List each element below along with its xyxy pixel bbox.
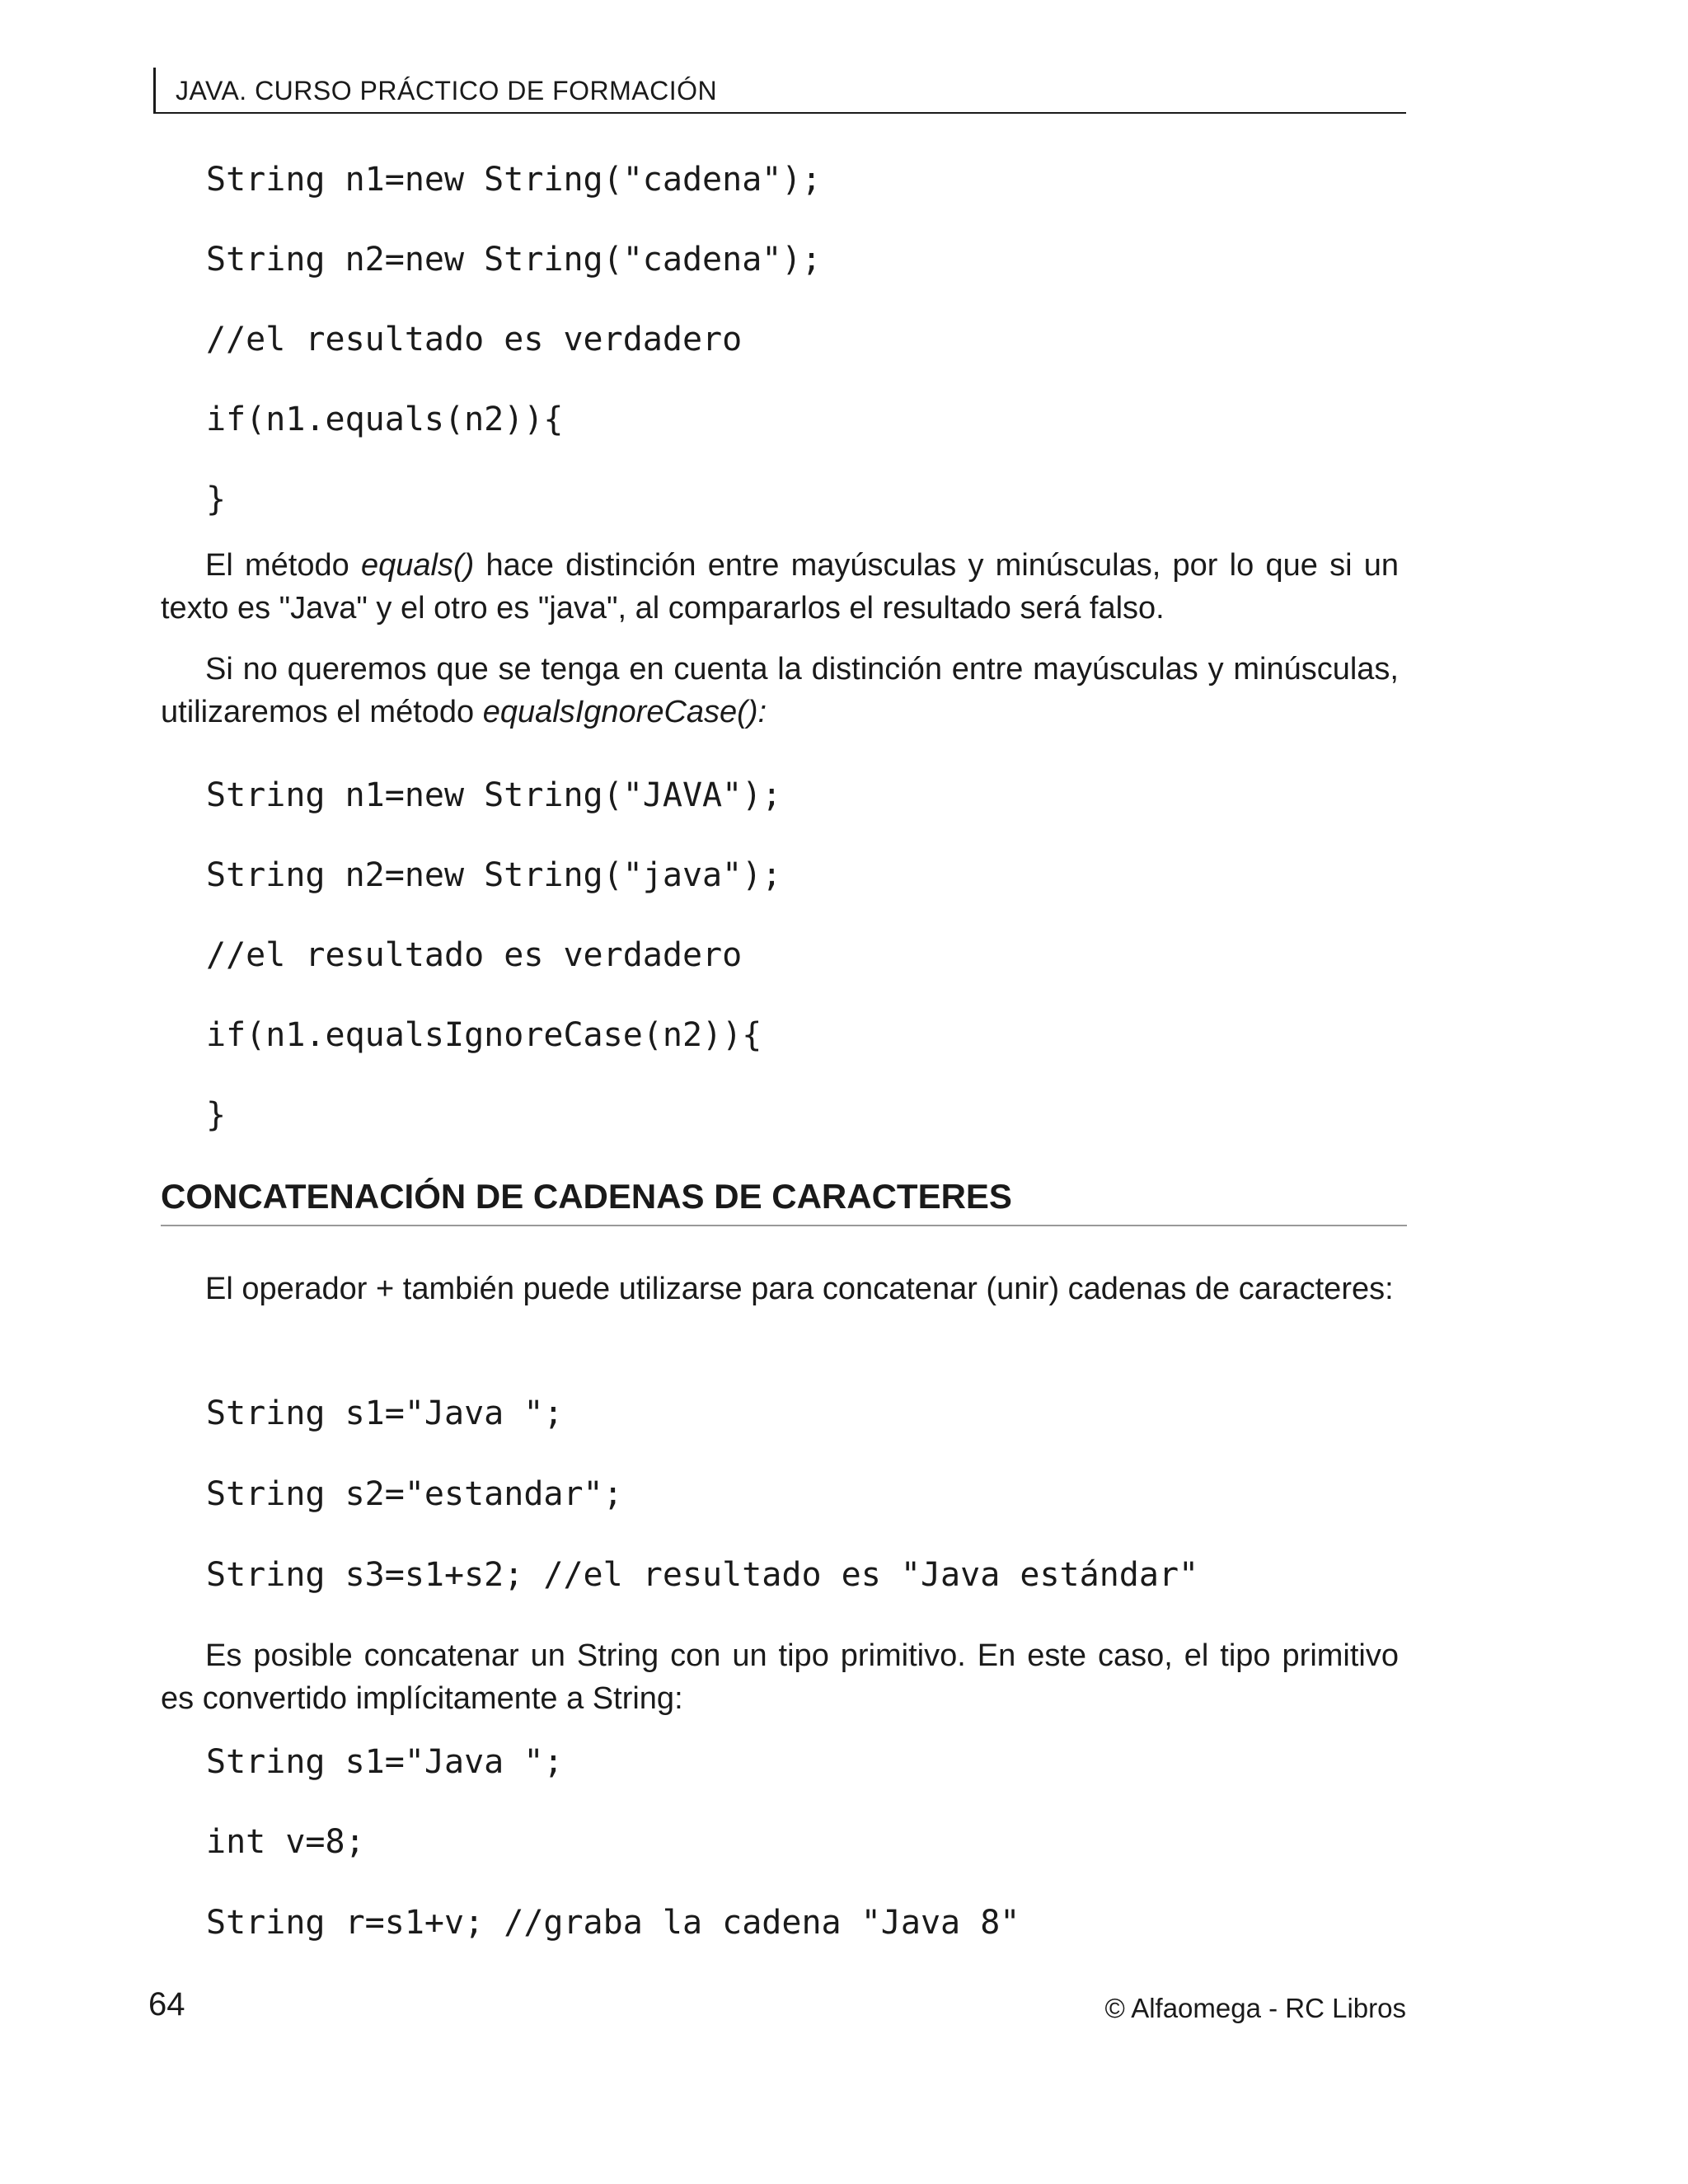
method-name: equals() [360, 548, 475, 583]
code-line: //el resultado es verdadero [206, 936, 743, 974]
code-line: String n1=new String("JAVA"); [206, 776, 782, 814]
code-line: String s1="Java "; [206, 1743, 564, 1781]
para-text: El método [205, 548, 361, 583]
para-text: El operador + también puede utilizarse para concatenar (unir) cadenas de caracteres: [205, 1272, 1394, 1306]
code-line: } [206, 480, 227, 518]
code-line: String n2=new String("java"); [206, 856, 782, 894]
para-text: hace distinción entre mayúsculas y minúsculas, por lo que si un texto es "Java" y el otro es "java", al compararlos el resultado será falso. [161, 548, 1399, 626]
paragraph-concat [161, 1268, 1399, 1310]
para-text: Si no queremos que se tenga en cuenta la distinción entre mayúsculas y minúsculas, utilizaremos el método [161, 652, 1399, 729]
code-line: String s2="estandar"; [206, 1475, 623, 1513]
publisher-credit: © Alfaomega - RC Libros [1104, 1993, 1406, 2023]
page-number: 64 [148, 1986, 185, 2022]
running-header [153, 68, 1406, 114]
para-text: Es posible concatenar un String con un tipo primitivo. En este caso, el tipo primitivo es convertido implícitamente a String: [161, 1638, 1399, 1716]
paragraph-equals [161, 544, 1399, 630]
paragraph-primitive [161, 1634, 1399, 1720]
code-line: if(n1.equals(n2)){ [206, 401, 564, 438]
code-line: if(n1.equalsIgnoreCase(n2)){ [206, 1016, 762, 1054]
section-heading: CONCATENACIÓN DE CADENAS DE CARACTERES [161, 1177, 1407, 1226]
code-line: //el resultado es verdadero [206, 321, 743, 359]
code-line: String n2=new String("cadena"); [206, 241, 822, 279]
paragraph-ignore-case [161, 648, 1399, 733]
code-line: String s1="Java "; [206, 1394, 564, 1432]
code-line: String s3=s1+s2; //el resultado es "Java estándar" [206, 1556, 1199, 1594]
code-line: String r=s1+v; //graba la cadena "Java 8" [206, 1904, 1020, 1942]
code-line: int v=8; [206, 1823, 365, 1861]
code-line: } [206, 1096, 227, 1134]
code-line: String n1=new String("cadena"); [206, 161, 822, 199]
running-title: JAVA. CURSO PRÁCTICO DE FORMACIÓN [176, 76, 718, 105]
method-name: equalsIgnoreCase(): [482, 695, 767, 729]
